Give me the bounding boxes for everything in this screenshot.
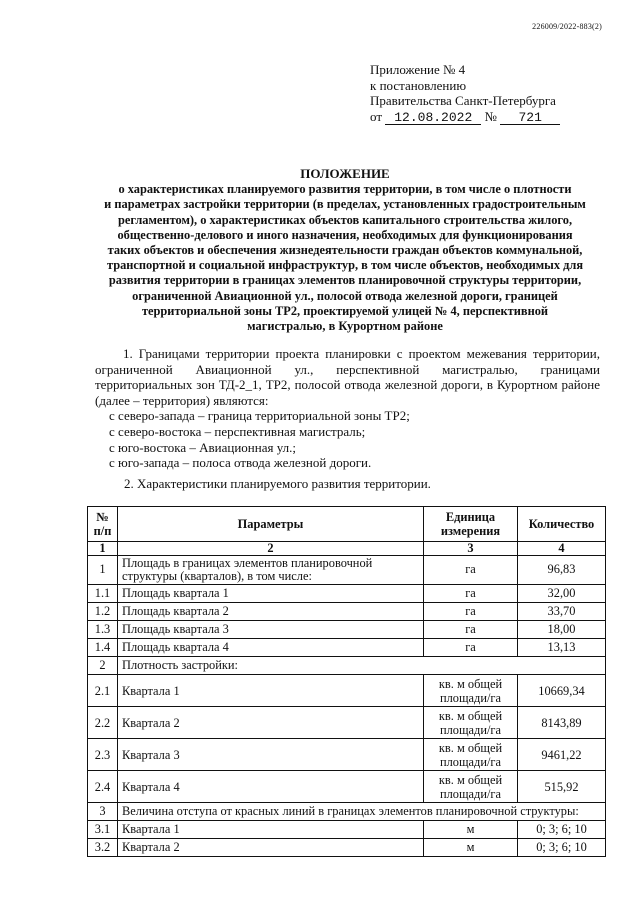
boundary-item: с северо-востока – перспективная магистраль; [109, 423, 366, 439]
paragraph-line: 1. Границами территории проекта планировки с проектом межевания территории, [123, 346, 600, 361]
row-number: 1.1 [88, 585, 118, 603]
row-param: Площадь в границах элементов планировочной структуры (кварталов), в том числе: [118, 556, 424, 585]
table-row [88, 639, 606, 657]
table-row [88, 621, 606, 639]
table-row [88, 556, 606, 585]
header-unit: Единица измерения [424, 507, 518, 542]
row-unit: кв. м общей площади/га [424, 707, 518, 739]
title-line: таких объектов и обеспечения жизнедеятельности граждан объектов коммунальной, [107, 243, 583, 258]
row-unit: м [424, 839, 518, 857]
column-number-row [88, 542, 606, 556]
row-number: 2 [88, 657, 118, 675]
table-row [88, 839, 606, 857]
row-param: Квартала 2 [118, 839, 424, 857]
row-param: Квартала 2 [118, 707, 424, 739]
title-line: магистралью, в Курортном районе [247, 319, 443, 334]
row-quantity: 10669,34 [518, 675, 606, 707]
table-row [88, 707, 606, 739]
paragraph-1 [95, 346, 600, 471]
row-quantity: 0; 3; 6; 10 [518, 821, 606, 839]
boundary-item: с юго-востока – Авиационная ул.; [109, 439, 296, 455]
document-title [80, 166, 610, 334]
row-quantity: 96,83 [518, 556, 606, 585]
column-number: 3 [424, 542, 518, 556]
row-unit: кв. м общей площади/га [424, 771, 518, 803]
column-number: 2 [118, 542, 424, 556]
row-number: 1.3 [88, 621, 118, 639]
section-2-title: 2. Характеристики планируемого развития территории. [124, 476, 431, 491]
row-param: Площадь квартала 1 [118, 585, 424, 603]
row-unit: кв. м общей площади/га [424, 739, 518, 771]
title-line: территориальной зоны ТР2, проектируемой улицей № 4, перспективной [141, 303, 549, 318]
row-quantity: 33,70 [518, 603, 606, 621]
row-param: Плотность застройки: [118, 657, 606, 675]
table-row [88, 803, 606, 821]
table-row [88, 739, 606, 771]
title-line: о характеристиках планируемого развития территории, в том числе о плотности [118, 182, 572, 197]
table-row [88, 603, 606, 621]
column-number: 1 [88, 542, 118, 556]
row-number: 2.1 [88, 675, 118, 707]
row-unit: кв. м общей площади/га [424, 675, 518, 707]
row-number: 3.2 [88, 839, 118, 857]
row-quantity: 9461,22 [518, 739, 606, 771]
row-quantity: 32,00 [518, 585, 606, 603]
characteristics-table [87, 506, 606, 857]
title-line: ограниченной Авиационной ул., полосой отвода железной дороги, границей [132, 288, 558, 303]
row-param: Величина отступа от красных линий в границах элементов планировочной структуры: [118, 803, 606, 821]
appendix-line: Правительства Санкт-Петербурга [370, 93, 556, 109]
row-number: 3 [88, 803, 118, 821]
title-line: развития территории в границах элементов планировочной структуры территории, [108, 273, 582, 288]
row-param: Квартала 1 [118, 675, 424, 707]
number-label: № [484, 108, 497, 124]
document-number: 226009/2022-883(2) [532, 22, 602, 31]
appendix-line: к постановлению [370, 77, 467, 93]
boundary-item: с северо-запада – граница территориальной зоны ТР2; [109, 408, 410, 424]
decree-number: 721 [500, 111, 560, 125]
header-params: Параметры [118, 507, 424, 542]
row-number: 2.2 [88, 707, 118, 739]
table-row [88, 771, 606, 803]
row-number: 1.4 [88, 639, 118, 657]
row-quantity: 13,13 [518, 639, 606, 657]
row-unit: га [424, 603, 518, 621]
row-unit: га [424, 621, 518, 639]
header-number: № п/п [88, 507, 118, 542]
row-quantity: 18,00 [518, 621, 606, 639]
row-param: Площадь квартала 2 [118, 603, 424, 621]
appendix-date-line [370, 109, 610, 125]
table-header-row [88, 507, 606, 542]
row-number: 1.2 [88, 603, 118, 621]
table-row [88, 585, 606, 603]
from-label: от [370, 108, 383, 124]
paragraph-line: (далее – территория) являются: [95, 392, 269, 408]
row-number: 1 [88, 556, 118, 585]
paragraph-line: ограниченной Авиационной ул., перспективной магистралью, границами [95, 361, 600, 377]
row-number: 3.1 [88, 821, 118, 839]
title-line: и параметрах застройки территории (в пределах, установленных градостроительным [104, 197, 586, 212]
title-heading: ПОЛОЖЕНИЕ [300, 166, 390, 181]
boundary-item: с юго-запада – полоса отвода железной дороги. [109, 455, 372, 471]
title-line: регламентом), о характеристиках объектов капитального строительства жилого, [117, 212, 573, 227]
row-param: Площадь квартала 4 [118, 639, 424, 657]
row-unit: м [424, 821, 518, 839]
table-row [88, 657, 606, 675]
row-quantity: 0; 3; 6; 10 [518, 839, 606, 857]
row-param: Площадь квартала 3 [118, 621, 424, 639]
row-unit: га [424, 639, 518, 657]
row-quantity: 8143,89 [518, 707, 606, 739]
appendix-block [370, 62, 610, 125]
title-line: транспортной и социальной инфраструктур, в том числе объектов, необходимых для [106, 258, 584, 273]
table-row [88, 675, 606, 707]
row-quantity: 515,92 [518, 771, 606, 803]
table-row [88, 821, 606, 839]
appendix-line: Приложение № 4 [370, 62, 466, 77]
title-line: общественно-делового и иного назначения, необходимых для функционирования [117, 227, 573, 242]
row-number: 2.3 [88, 739, 118, 771]
row-param: Квартала 3 [118, 739, 424, 771]
row-param: Квартала 1 [118, 821, 424, 839]
paragraph-line: территориальных зон ТД-2_1, ТР2, полосой отвода железной дороги, в Курортном районе [95, 377, 600, 393]
decree-date: 12.08.2022 [385, 111, 481, 125]
row-unit: га [424, 585, 518, 603]
header-quantity: Количество [518, 507, 606, 542]
row-unit: га [424, 556, 518, 585]
row-param: Квартала 4 [118, 771, 424, 803]
row-number: 2.4 [88, 771, 118, 803]
column-number: 4 [518, 542, 606, 556]
